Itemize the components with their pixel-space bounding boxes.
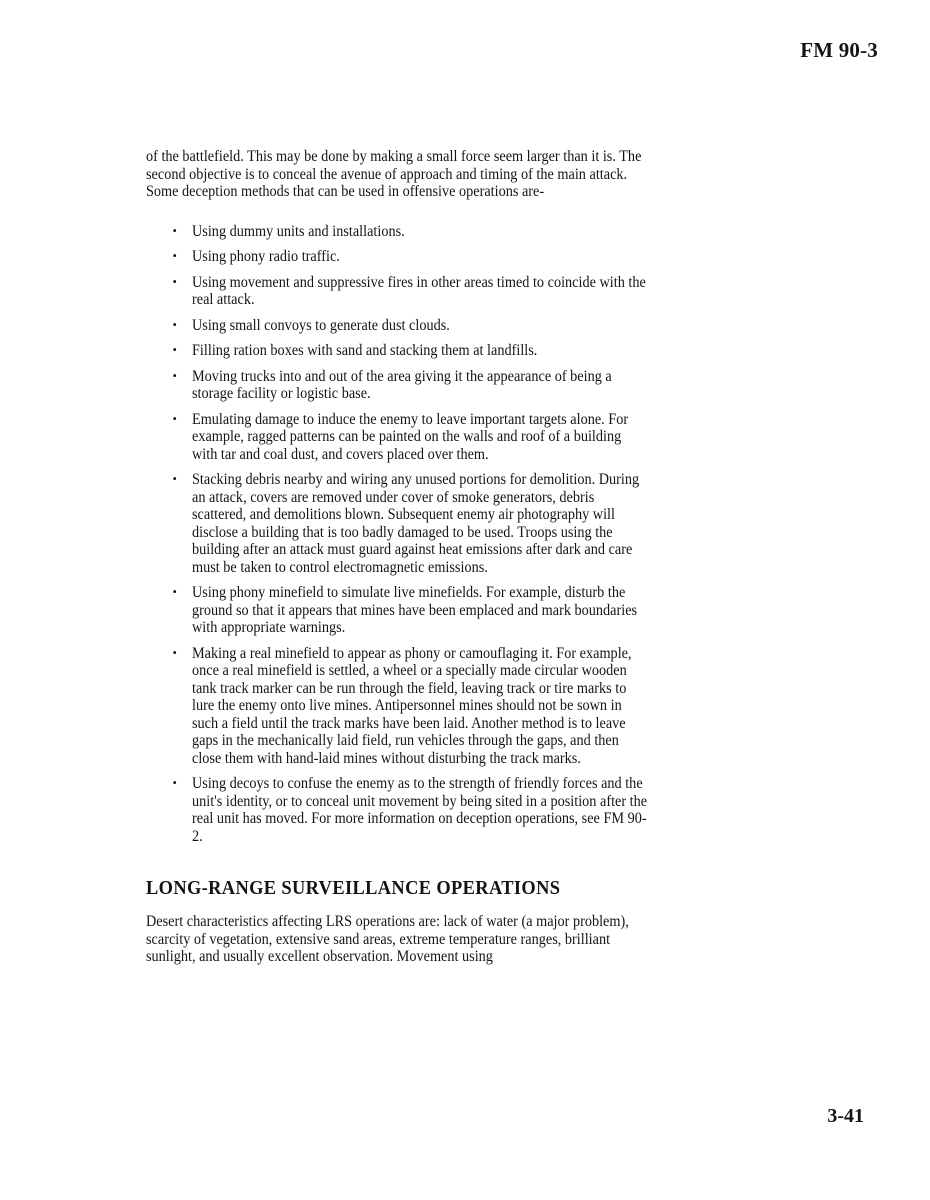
bullet-icon: • [172, 367, 177, 383]
list-item [173, 368, 650, 403]
list-item [173, 317, 650, 335]
section-paragraph: Desert characteristics affecting LRS operations are: lack of water (a major problem), scarcity of vegetation, extensive sand areas, extreme temperature ranges, brilliant sunlight, and usually excellent observation. Movement using [146, 913, 629, 965]
bullet-icon: • [172, 248, 177, 263]
list-item-text: Filling ration boxes with sand and stacking them at landfills. [192, 342, 538, 359]
bullet-icon: • [172, 222, 177, 238]
list-item [173, 274, 650, 309]
list-item [173, 584, 650, 637]
bullet-icon: • [172, 273, 177, 289]
list-item-text: Emulating damage to induce the enemy to leave important targets alone. For example, ragged patterns can be painted on the walls and roof of a building with tar and coal dust, and covers placed over them. [192, 410, 629, 463]
list-item-text: Using phony radio traffic. [192, 248, 340, 265]
intro-paragraph: of the battlefield. This may be done by making a small force seem larger than it is. The second objective is to conceal the avenue of approach and timing of the main attack. Some deception methods that can be used in offensive operations are- [146, 148, 642, 200]
bullet-icon: • [172, 471, 177, 486]
bullet-icon: • [172, 410, 177, 426]
body-text [146, 148, 648, 966]
list-item [173, 411, 650, 464]
list-item-text: Using small convoys to generate dust clouds. [192, 316, 450, 334]
document-id-header: FM 90-3 [800, 38, 878, 62]
list-item [173, 775, 650, 845]
list-item-text: Moving trucks into and out of the area giving it the appearance of being a storage facility or logistic base. [192, 367, 612, 402]
list-item [173, 223, 650, 241]
deception-methods-list [146, 223, 649, 846]
list-item [173, 471, 650, 576]
list-item [173, 645, 650, 768]
list-item-text: Using phony minefield to simulate live minefields. For example, disturb the ground so that it appears that mines have been emplaced and mark boundaries with appropriate warnings. [192, 584, 638, 636]
bullet-icon: • [172, 316, 177, 332]
list-item-text: Using dummy units and installations. [192, 222, 405, 240]
list-item [173, 248, 650, 266]
bullet-icon: • [172, 342, 177, 357]
bullet-icon: • [172, 584, 177, 599]
section-heading: LONG-RANGE SURVEILLANCE OPERATIONS [146, 877, 561, 899]
list-item-text: Using decoys to confuse the enemy as to the strength of friendly forces and the unit's identity, or to conceal unit movement by being sited in a position after the real unit has moved. For more information on deception operations, see FM 90-2. [192, 775, 648, 845]
bullet-icon: • [172, 775, 177, 790]
list-item-text: Using movement and suppressive fires in other areas timed to coincide with the real attack. [192, 273, 646, 308]
list-item-text: Stacking debris nearby and wiring any unused portions for demolition. During an attack, covers are removed under cover of smoke generators, debris scattered, and demolitions blown. Subsequent enemy air photography will disclose a building that is too badly damaged to be used. Troops using the building after an attack must guard against heat emissions after dark and care must be taken to control electromagnetic emissions. [192, 471, 640, 576]
page-number: 3-41 [827, 1105, 864, 1127]
list-item-text: Making a real minefield to appear as phony or camouflaging it. For example, once a real minefield is settled, a wheel or a specially made circular wooden tank track marker can be run through the field, leaving track or tire marks to lure the enemy onto live mines. Antipersonnel mines should not be sown in such a field until the track marks have been laid. Another method is to leave gaps in the mechanically laid field, run vehicles through the gaps, and then close them with hand-laid mines without disturbing the track marks. [192, 644, 632, 767]
list-item [173, 342, 650, 360]
bullet-icon: • [172, 644, 177, 660]
